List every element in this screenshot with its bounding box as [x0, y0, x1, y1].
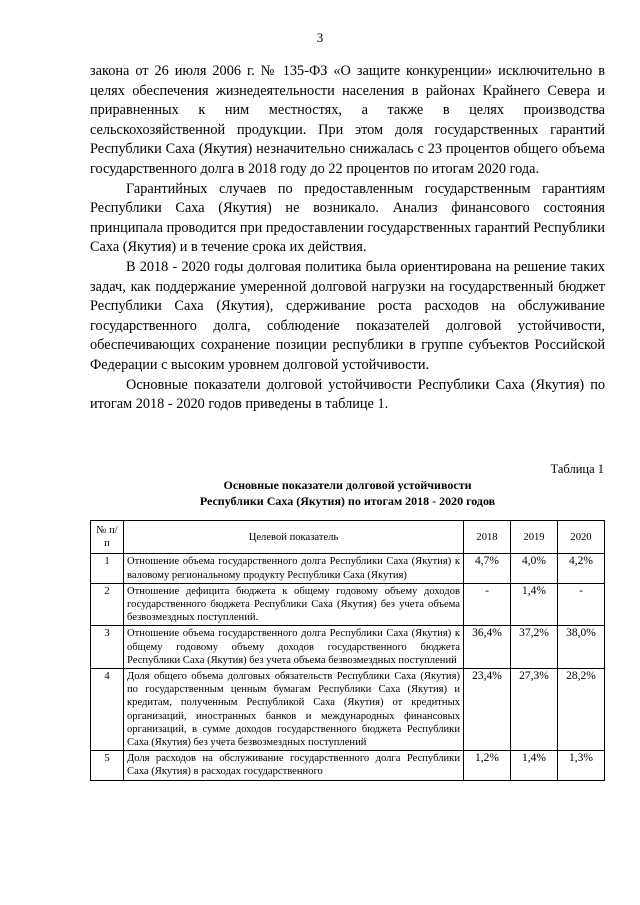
row-number: 5	[91, 751, 124, 780]
row-value-2020: 28,2%	[558, 669, 605, 751]
table-title-line-2: Республики Саха (Якутия) по итогам 2018 - 2020 годов	[199, 494, 496, 508]
row-number: 4	[91, 669, 124, 751]
row-indicator: Отношение объема государственного долга Республики Саха (Якутия) к валовому региональному продукту Республики Саха (Якутия)	[124, 554, 464, 583]
row-indicator: Доля расходов на обслуживание государственного долга Республики Саха (Якутия) в расходах государственного	[124, 751, 464, 780]
row-value-2019: 4,0%	[511, 554, 558, 583]
header-number: № п/п	[91, 521, 124, 554]
paragraph-4: Основные показатели долговой устойчивости Республики Саха (Якутия) по итогам 2018 - 2020 годов приведены в таблице 1.	[90, 376, 605, 413]
paragraph-3: В 2018 - 2020 годы долговая политика была ориентирована на решение таких задач, как поддержание умеренной долговой нагрузки на государственный бюджет Республики Саха (Якутия), сдерживание роста расходов на обслуживание государственного долга, соблюдение показателей долговой устойчивости, обеспечивающих сохранение позиции республики в группе субъектов Российской Федерации с высоким уровнем долговой устойчивости.	[90, 258, 605, 373]
row-value-2018: 23,4%	[464, 669, 511, 751]
row-value-2019: 1,4%	[511, 751, 558, 780]
row-value-2018: -	[464, 583, 511, 626]
table-title	[90, 477, 605, 509]
header-2019: 2019	[511, 521, 558, 554]
table-row	[91, 669, 605, 751]
paragraph-2: Гарантийных случаев по предоставленным государственным гарантиям Республики Саха (Якутия) не возникало. Анализ финансового состояния принципала проводится при предоставлении государственных гарантий Республики Саха (Якутия) и в течение срока их действия.	[90, 180, 605, 256]
page-number: 3	[316, 30, 324, 45]
table-caption: Таблица 1	[550, 462, 604, 476]
indicators-table	[90, 520, 605, 781]
row-number: 3	[91, 626, 124, 669]
row-number: 1	[91, 554, 124, 583]
table-row	[91, 626, 605, 669]
header-2020: 2020	[558, 521, 605, 554]
row-value-2019: 1,4%	[511, 583, 558, 626]
row-indicator: Отношение дефицита бюджета к общему годовому объему доходов государственного бюджета Республики Саха (Якутия) без учета объема безвозмездных поступлений.	[124, 583, 464, 626]
row-value-2018: 36,4%	[464, 626, 511, 669]
row-value-2020: 38,0%	[558, 626, 605, 669]
row-value-2018: 1,2%	[464, 751, 511, 780]
header-indicator: Целевой показатель	[124, 521, 464, 554]
table-row	[91, 583, 605, 626]
row-value-2019: 27,3%	[511, 669, 558, 751]
table-row	[91, 554, 605, 583]
row-value-2020: 1,3%	[558, 751, 605, 780]
row-number: 2	[91, 583, 124, 626]
row-value-2018: 4,7%	[464, 554, 511, 583]
table-title-line-1: Основные показатели долговой устойчивости	[223, 478, 472, 492]
header-2018: 2018	[464, 521, 511, 554]
row-indicator: Доля общего объема долговых обязательств Республики Саха (Якутия) по государственным ценным бумагам Республики Саха (Якутия) и кредитам, полученным Республикой Саха (Якутия) от кредитных организаций, иностранных банков и международных финансовых организаций, в сумме доходов государственного бюджета Республики Саха (Якутия) без учета безвозмездных поступлений	[124, 669, 464, 751]
row-indicator: Отношение объема государственного долга Республики Саха (Якутия) к общему годовому объему доходов государственного бюджета Республики Саха (Якутия) без учета объема безвозмездных поступлений	[124, 626, 464, 669]
row-value-2020: -	[558, 583, 605, 626]
body-text	[90, 62, 605, 415]
row-value-2019: 37,2%	[511, 626, 558, 669]
paragraph-1: закона от 26 июля 2006 г. № 135-ФЗ «О защите конкуренции» исключительно в целях обеспечения жизнедеятельности населения в районах Крайнего Севера и приравненных к ним местностях, а также в целях производства сельскохозяйственной продукции. При этом доля государственных гарантий Республики Саха (Якутия) незначительно снижалась с 23 процентов общего объема государственного долга в 2018 году до 22 процентов по итогам 2020 года.	[90, 63, 605, 177]
table-header-row	[91, 521, 605, 554]
table-row	[91, 751, 605, 780]
row-value-2020: 4,2%	[558, 554, 605, 583]
